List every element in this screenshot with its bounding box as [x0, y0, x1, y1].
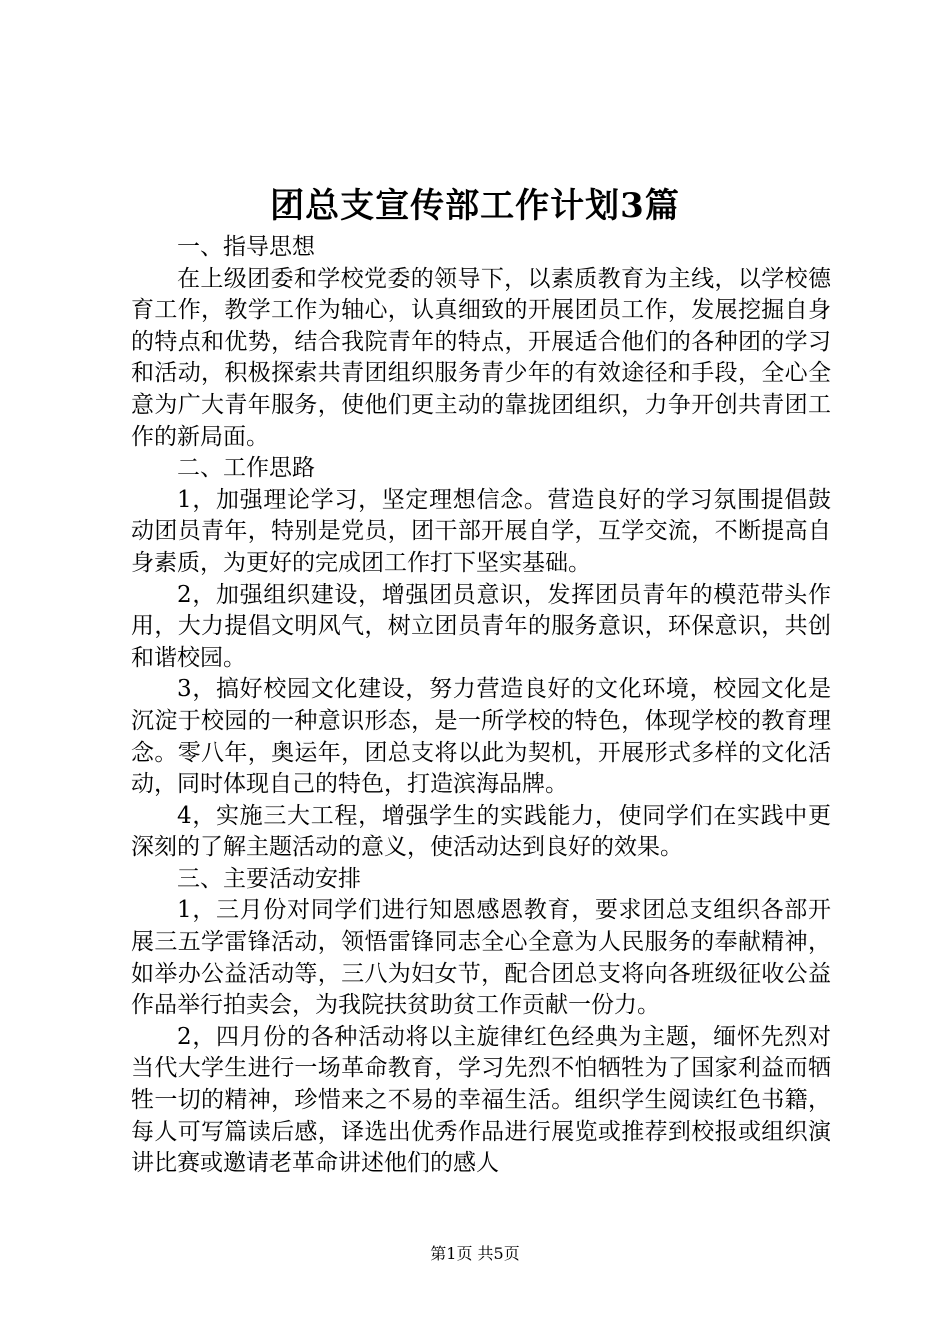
section-heading: 一、指导思想 [177, 234, 315, 260]
paragraph: 1，三月份对同学们进行知恩感恩教育，要求团总支组织各部开展三五学雷锋活动，领悟雷锋同志全心全意为人民服务的奉献精神，如举办公益活动等，三八为妇女节，配合团总支将向各班级征收公益作品举行拍卖会，为我院扶贫助贫工作贡献一份力。 [131, 897, 831, 1019]
section-heading: 三、主要活动安排 [177, 865, 361, 892]
paragraph: 4，实施三大工程，增强学生的实践能力，使同学们在实践中更深刻的了解主题活动的意义，使活动达到良好的效果。 [131, 802, 831, 861]
paragraph: 3，搞好校园文化建设，努力营造良好的文化环境，校园文化是沉淀于校园的一种意识形态，是一所学校的特色，体现学校的教育理念。零八年，奥运年，团总支将以此为契机，开展形式多样的文化活动，同时体现自己的特色，打造滨海品牌。 [131, 676, 831, 798]
paragraph: 1，加强理论学习，坚定理想信念。营造良好的学习氛围提倡鼓动团员青年，特别是党员，团干部开展自学，互学交流，不断提高自身素质，为更好的完成团工作打下坚实基础。 [131, 486, 831, 576]
document-body [131, 232, 831, 1180]
paragraph: 2，加强组织建设，增强团员意识，发挥团员青年的模范带头作用，大力提倡文明风气，树立团员青年的服务意识，环保意识，共创和谐校园。 [131, 581, 831, 671]
document-title: 团总支宣传部工作计划3篇 [270, 186, 680, 226]
paragraph: 2，四月份的各种活动将以主旋律红色经典为主题，缅怀先烈对当代大学生进行一场革命教育，学习先烈不怕牺牲为了国家利益而牺牲一切的精神，珍惜来之不易的幸福生活。组织学生阅读红色书籍，每人可写篇读后感，译选出优秀作品进行展览或推荐到校报或组织演讲比赛或邀请老革命讲述他们的感人 [131, 1023, 831, 1177]
page-footer: 第1页 共5页 [430, 1244, 520, 1263]
paragraph: 在上级团委和学校党委的领导下，以素质教育为主线，以学校德育工作，教学工作为轴心，认真细致的开展团员工作，发展挖掘自身的特点和优势，结合我院青年的特点，开展适合他们的各种团的学习和活动，积极探索共青团组织服务青少年的有效途径和手段，全心全意为广大青年服务，使他们更主动的靠拢团组织，力争开创共青团工作的新局面。 [131, 265, 831, 450]
section-heading: 二、工作思路 [177, 455, 315, 482]
